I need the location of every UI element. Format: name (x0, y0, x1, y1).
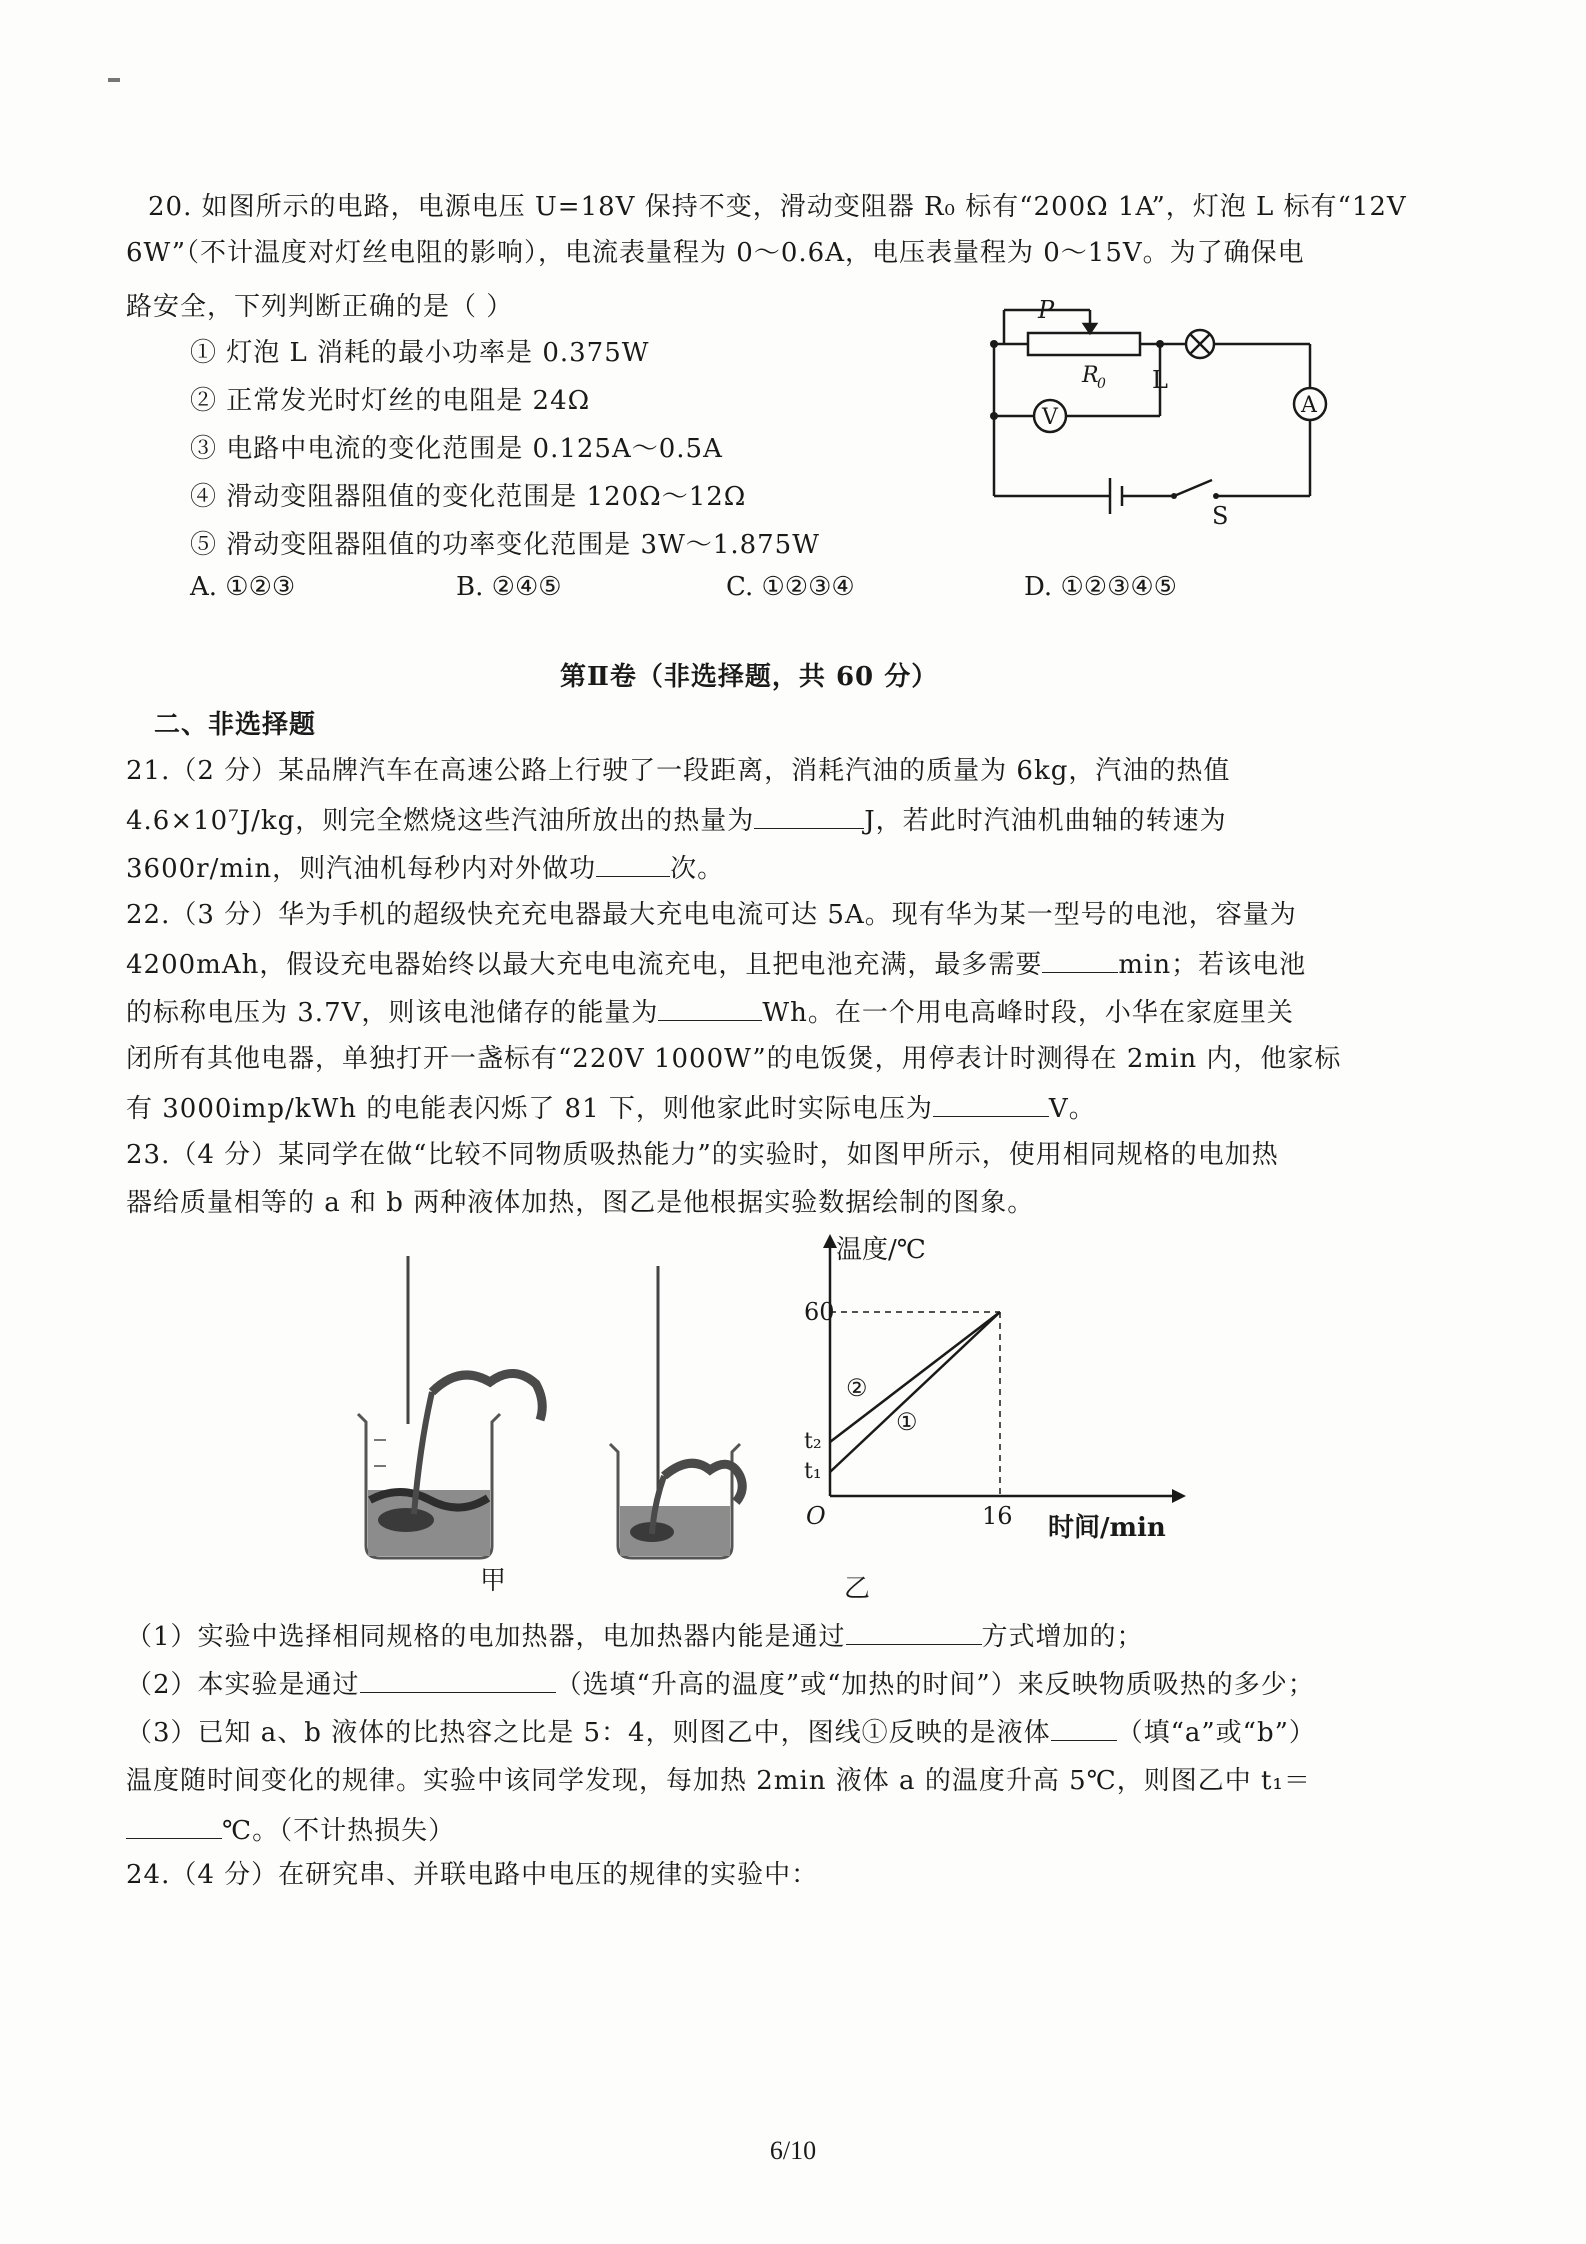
section-subtitle: 二、非选择题 (154, 710, 317, 740)
q23-sub-2 (126, 1666, 1315, 1702)
q23-sub-3 (126, 1714, 1316, 1750)
q23-sub-1a: （1）实验中选择相同规格的电加热器，电加热器内能是通过 (126, 1622, 846, 1652)
q23-line-2: 器给质量相等的 a 和 b 两种液体加热，图乙是他根据实验数据绘制的图象。 (126, 1188, 1035, 1218)
q22-blank-2[interactable] (658, 994, 762, 1021)
chart-xtick-16: 16 (982, 1502, 1013, 1530)
chart-ylabel: 温度/℃ (836, 1235, 926, 1265)
circuit-label-r0-sub: 0 (1097, 376, 1106, 392)
q23-blank-4[interactable] (126, 1812, 222, 1839)
q20-option-b: B. ②④⑤ (456, 572, 562, 602)
q22-line-2b: min；若该电池 (1118, 950, 1307, 980)
q22-line-2 (126, 946, 1306, 982)
beaker-figure (340, 1244, 760, 1574)
chart-series-label-1: ① (896, 1408, 918, 1436)
q21-line-3b: 次。 (670, 854, 725, 884)
circuit-label-a: A (1301, 393, 1317, 418)
beaker-a (358, 1256, 542, 1558)
circuit-label-r0: R (1082, 363, 1099, 388)
page-number: 6/10 (769, 2136, 817, 2165)
q20-line-3: 路安全，下列判断正确的是（ ） (126, 292, 514, 322)
chart-axes (823, 1234, 1186, 1503)
q21-line-3 (126, 850, 724, 886)
chart-ytick-60: 60 (804, 1298, 835, 1326)
beaker-b (610, 1266, 742, 1558)
chart-ytick-t2: t₂ (804, 1429, 822, 1454)
caption-jia: 甲 (480, 1566, 507, 1596)
q24-line-1: 24.（4 分）在研究串、并联电路中电压的规律的实验中： (126, 1860, 819, 1890)
q23-sub-2b: （选填“升高的温度”或“加热的时间”）来反映物质吸热的多少； (555, 1670, 1315, 1700)
q23-blank-1[interactable] (846, 1618, 982, 1645)
q21-blank-2[interactable] (596, 850, 670, 877)
q22-line-2a: 4200mAh，假设充电器始终以最大充电电流充电，且把电池充满，最多需要 (126, 950, 1043, 980)
q23-line-1: 23.（4 分）某同学在做“比较不同物质吸热能力”的实验时，如图甲所示，使用相同规格的电加热 (126, 1140, 1279, 1170)
q21-line-2b: J，若此时汽油机曲轴的转速为 (864, 806, 1227, 836)
caption-yi: 乙 (844, 1574, 871, 1604)
q23-sub-3a: （3）已知 a、b 液体的比热容之比是 5：4，则图乙中，图线①反映的是液体 (126, 1718, 1051, 1748)
q20-option-c: C. ①②③④ (726, 572, 855, 602)
chart-origin-label: O (806, 1502, 826, 1530)
q20-item-4: ④ 滑动变阻器阻值的变化范围是 120Ω～12Ω (190, 482, 747, 512)
q20-item-1: ① 灯泡 L 消耗的最小功率是 0.375W (190, 338, 650, 368)
q21-line-3a: 3600r/min，则汽油机每秒内对外做功 (126, 854, 597, 884)
q20-option-a: A. ①②③ (190, 572, 296, 602)
q22-line-5b: V。 (1048, 1094, 1096, 1124)
chart-xlabel: 时间/min (1048, 1513, 1166, 1543)
circuit-label-p: P (1038, 296, 1055, 324)
chart-y-arrow (823, 1234, 837, 1248)
q20-item-2: ② 正常发光时灯丝的电阻是 24Ω (190, 386, 591, 416)
q22-blank-1[interactable] (1042, 946, 1118, 973)
q22-line-3a: 的标称电压为 3.7V，则该电池储存的能量为 (126, 998, 659, 1028)
scan-mark (108, 78, 120, 82)
q22-blank-3[interactable] (933, 1090, 1049, 1117)
q22-line-5a: 有 3000imp/kWh 的电能表闪烁了 81 下，则他家此时实际电压为 (126, 1094, 933, 1124)
chart-ytick-t1: t₁ (804, 1459, 822, 1484)
q20-item-5: ⑤ 滑动变阻器阻值的功率变化范围是 3W～1.875W (190, 530, 820, 560)
q23-sub-3c: 温度随时间变化的规律。实验中该同学发现，每加热 2min 液体 a 的温度升高 5℃，则图乙中 t₁＝ (126, 1766, 1311, 1796)
q22-line-3b: Wh。在一个用电高峰时段，小华在家庭里关 (762, 998, 1294, 1028)
q23-sub-1 (126, 1618, 1144, 1654)
q21-line-2 (126, 802, 1227, 838)
circuit-label-s: S (1212, 502, 1229, 530)
q20-line-1: 20. 如图所示的电路，电源电压 U=18V 保持不变，滑动变阻器 R₀ 标有“200Ω 1A”，灯泡 L 标有“12V (148, 192, 1407, 222)
q23-sub-3d-line (126, 1812, 455, 1848)
temperature-time-chart (790, 1226, 1200, 1556)
chart-x-arrow (1172, 1489, 1186, 1503)
q23-sub-1b: 方式增加的； (981, 1622, 1144, 1652)
q23-blank-3[interactable] (1051, 1714, 1117, 1741)
q20-option-d: D. ①②③④⑤ (1024, 572, 1177, 602)
chart-series-label-2: ② (846, 1374, 868, 1402)
circuit-diagram (980, 290, 1330, 530)
q23-sub-3d: ℃。（不计热损失） (222, 1816, 456, 1846)
section-title: 第Ⅱ卷（非选择题，共 60 分） (560, 662, 939, 692)
q22-line-5 (126, 1090, 1096, 1126)
q20-item-3: ③ 电路中电流的变化范围是 0.125A～0.5A (190, 434, 723, 464)
q22-line-1: 22.（3 分）华为手机的超级快充充电器最大充电电流可达 5A。现有华为某一型号的电池，容量为 (126, 900, 1297, 930)
q22-line-4: 闭所有其他电器，单独打开一盏标有“220V 1000W”的电饭煲，用停表计时测得在 2min 内，他家标 (126, 1044, 1342, 1074)
q21-line-2a: 4.6×10⁷J/kg，则完全燃烧这些汽油所放出的热量为 (126, 806, 755, 836)
q20-line-2: 6W”（不计温度对灯丝电阻的影响），电流表量程为 0～0.6A，电压表量程为 0～15V。为了确保电 (126, 238, 1305, 268)
q21-blank-1[interactable] (754, 802, 864, 829)
q23-sub-2a: （2）本实验是通过 (126, 1670, 360, 1700)
q23-blank-2[interactable] (360, 1666, 556, 1693)
q21-line-1: 21.（2 分）某品牌汽车在高速公路上行驶了一段距离，消耗汽油的质量为 6kg，汽油的热值 (126, 756, 1231, 786)
circuit-label-lamp: L (1152, 366, 1168, 394)
circuit-label-v: V (1042, 405, 1058, 430)
q23-sub-3b: （填“a”或“b”） (1116, 1718, 1316, 1748)
q22-line-3 (126, 994, 1294, 1030)
